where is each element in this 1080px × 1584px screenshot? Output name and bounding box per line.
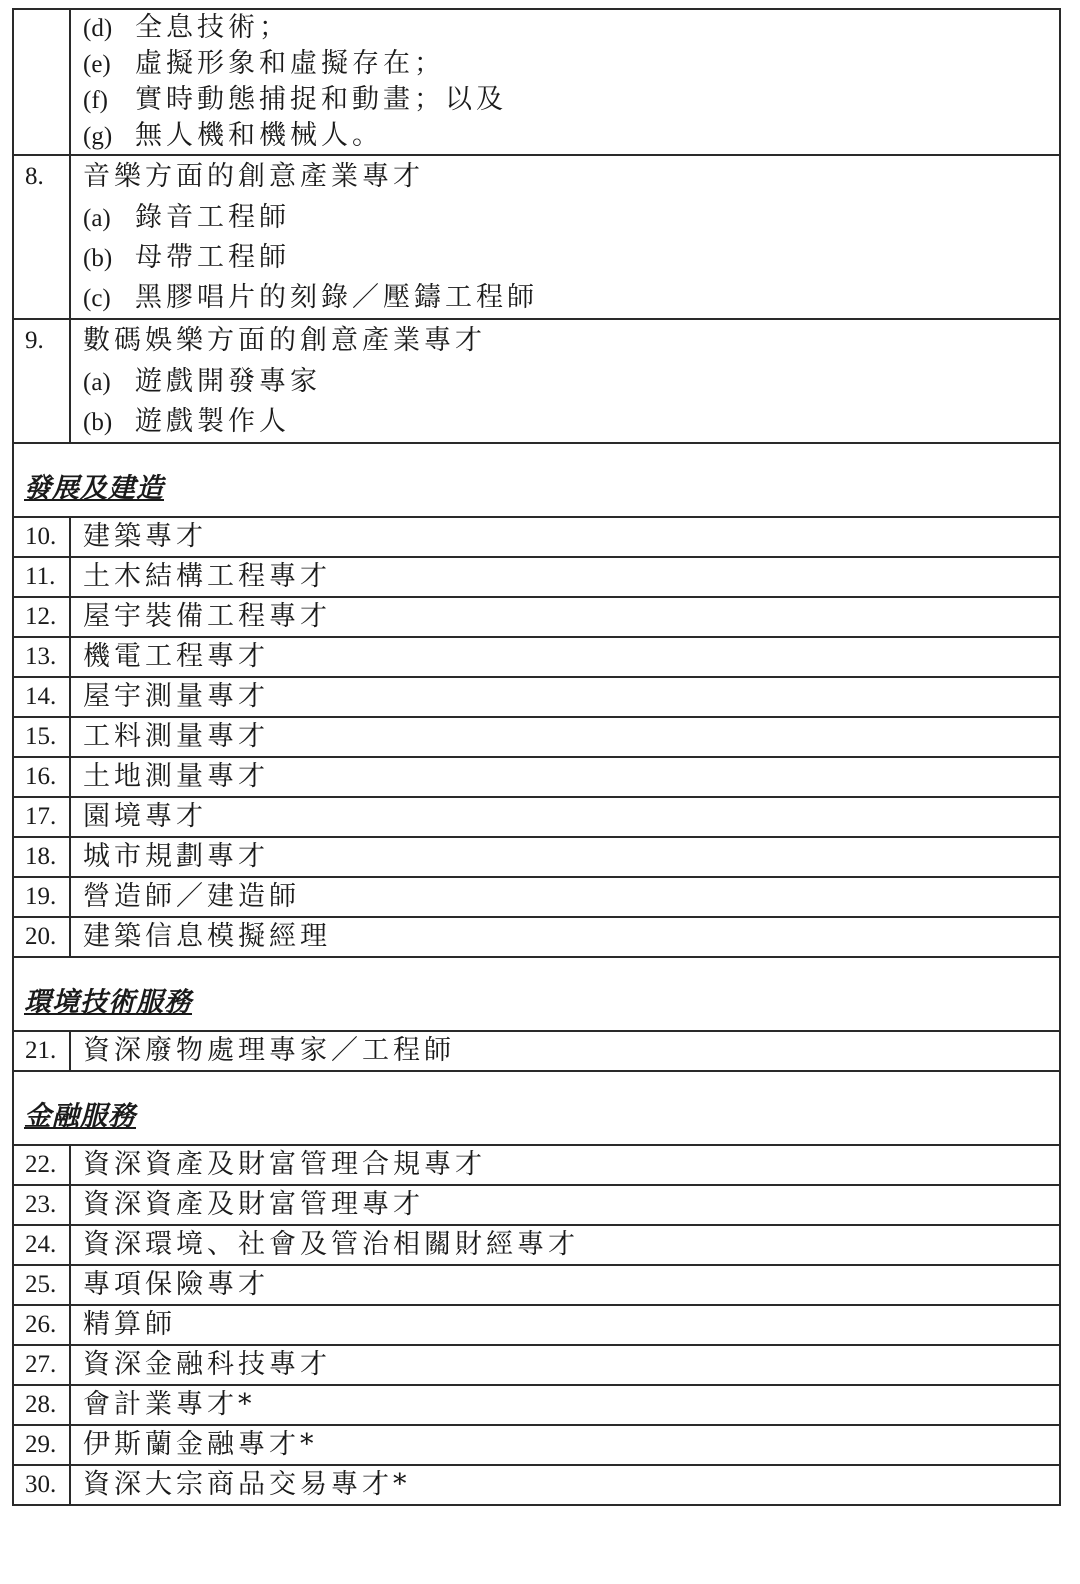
row-number: 23. (13, 1185, 70, 1225)
table-row (13, 1031, 1060, 1071)
row-number: 21. (13, 1031, 70, 1071)
row-text: 會計業專才* (70, 1385, 1060, 1425)
list-item: (a) 錄音工程師 (83, 202, 290, 233)
row-content (70, 319, 1060, 443)
row-text: 工料測量專才 (70, 717, 1060, 757)
row-text: 城市規劃專才 (70, 837, 1060, 877)
list-item: (d) 全息技術； (83, 12, 290, 43)
list-item: (b) 母帶工程師 (83, 242, 290, 273)
row-number: 29. (13, 1425, 70, 1465)
row-text: 精算師 (70, 1305, 1060, 1345)
table-row (13, 1385, 1060, 1425)
row-text: 建築信息模擬經理 (70, 917, 1060, 957)
row-text: 建築專才 (70, 517, 1060, 557)
row-text: 園境專才 (70, 797, 1060, 837)
table-row (13, 1185, 1060, 1225)
list-item: (g) 無人機和機械人。 (83, 120, 383, 151)
row-number: 24. (13, 1225, 70, 1265)
section-heading-environment: 環境技術服務 (24, 987, 192, 1018)
row-text: 資深金融科技專才 (70, 1345, 1060, 1385)
section-heading-row (13, 957, 1060, 1031)
table-row (13, 797, 1060, 837)
section-heading-row (13, 1071, 1060, 1145)
row-number: 19. (13, 877, 70, 917)
row-text: 屋宇裝備工程專才 (70, 597, 1060, 637)
row-text: 機電工程專才 (70, 637, 1060, 677)
section-heading-development: 發展及建造 (24, 473, 164, 504)
row-number: 25. (13, 1265, 70, 1305)
row-number: 12. (13, 597, 70, 637)
row-number: 9. (13, 319, 70, 443)
table-row (13, 517, 1060, 557)
row-text: 屋宇測量專才 (70, 677, 1060, 717)
row-number: 8. (13, 155, 70, 319)
table-row (13, 1345, 1060, 1385)
table-row (13, 597, 1060, 637)
table-row (13, 637, 1060, 677)
row-text: 資深廢物處理專家／工程師 (70, 1031, 1060, 1071)
section-heading-row (13, 443, 1060, 517)
list-item: (f) 實時動態捕捉和動畫；以及 (83, 84, 507, 115)
table-row (13, 837, 1060, 877)
table-row (13, 1425, 1060, 1465)
table-row (13, 1305, 1060, 1345)
table-row-8 (13, 155, 1060, 319)
table-row (13, 877, 1060, 917)
row-number: 17. (13, 797, 70, 837)
table-row (13, 917, 1060, 957)
row-number: 30. (13, 1465, 70, 1505)
table-row (13, 677, 1060, 717)
row-number: 26. (13, 1305, 70, 1345)
row-text: 資深大宗商品交易專才* (70, 1465, 1060, 1505)
row-number: 15. (13, 717, 70, 757)
row-text: 專項保險專才 (70, 1265, 1060, 1305)
section-heading-finance: 金融服務 (24, 1101, 136, 1132)
row-text: 資深資產及財富管理合規專才 (70, 1145, 1060, 1185)
row-number-cell (13, 9, 70, 155)
row-number: 10. (13, 517, 70, 557)
row-text: 資深資產及財富管理專才 (70, 1185, 1060, 1225)
row-number: 20. (13, 917, 70, 957)
table-row (13, 757, 1060, 797)
continuation-items (70, 9, 1060, 155)
row-number: 11. (13, 557, 70, 597)
row-text: 土木結構工程專才 (70, 557, 1060, 597)
row-number: 14. (13, 677, 70, 717)
row-text: 土地測量專才 (70, 757, 1060, 797)
list-item: (a) 遊戲開發專家 (83, 366, 321, 397)
table-row (13, 1465, 1060, 1505)
talent-list-document (12, 8, 1061, 1506)
row-text: 資深環境、社會及管治相關財經專才 (70, 1225, 1060, 1265)
row-text: 營造師／建造師 (70, 877, 1060, 917)
table-row (13, 717, 1060, 757)
table-row (13, 1225, 1060, 1265)
table-row-9 (13, 319, 1060, 443)
talent-list-table (12, 8, 1061, 1506)
row-number: 27. (13, 1345, 70, 1385)
group-title: 音樂方面的創意產業專才 (83, 161, 424, 192)
row-number: 13. (13, 637, 70, 677)
row-number: 18. (13, 837, 70, 877)
list-item: (c) 黑膠唱片的刻錄／壓鑄工程師 (83, 282, 538, 313)
row-content (70, 155, 1060, 319)
row-number: 28. (13, 1385, 70, 1425)
table-row (13, 557, 1060, 597)
list-item: (b) 遊戲製作人 (83, 406, 290, 437)
row-text: 伊斯蘭金融專才* (70, 1425, 1060, 1465)
list-item: (e) 虛擬形象和虛擬存在； (83, 48, 445, 79)
table-row (13, 1265, 1060, 1305)
row-number: 22. (13, 1145, 70, 1185)
continuation-row (13, 9, 1060, 155)
row-number: 16. (13, 757, 70, 797)
table-row (13, 1145, 1060, 1185)
group-title: 數碼娛樂方面的創意產業專才 (83, 325, 486, 356)
